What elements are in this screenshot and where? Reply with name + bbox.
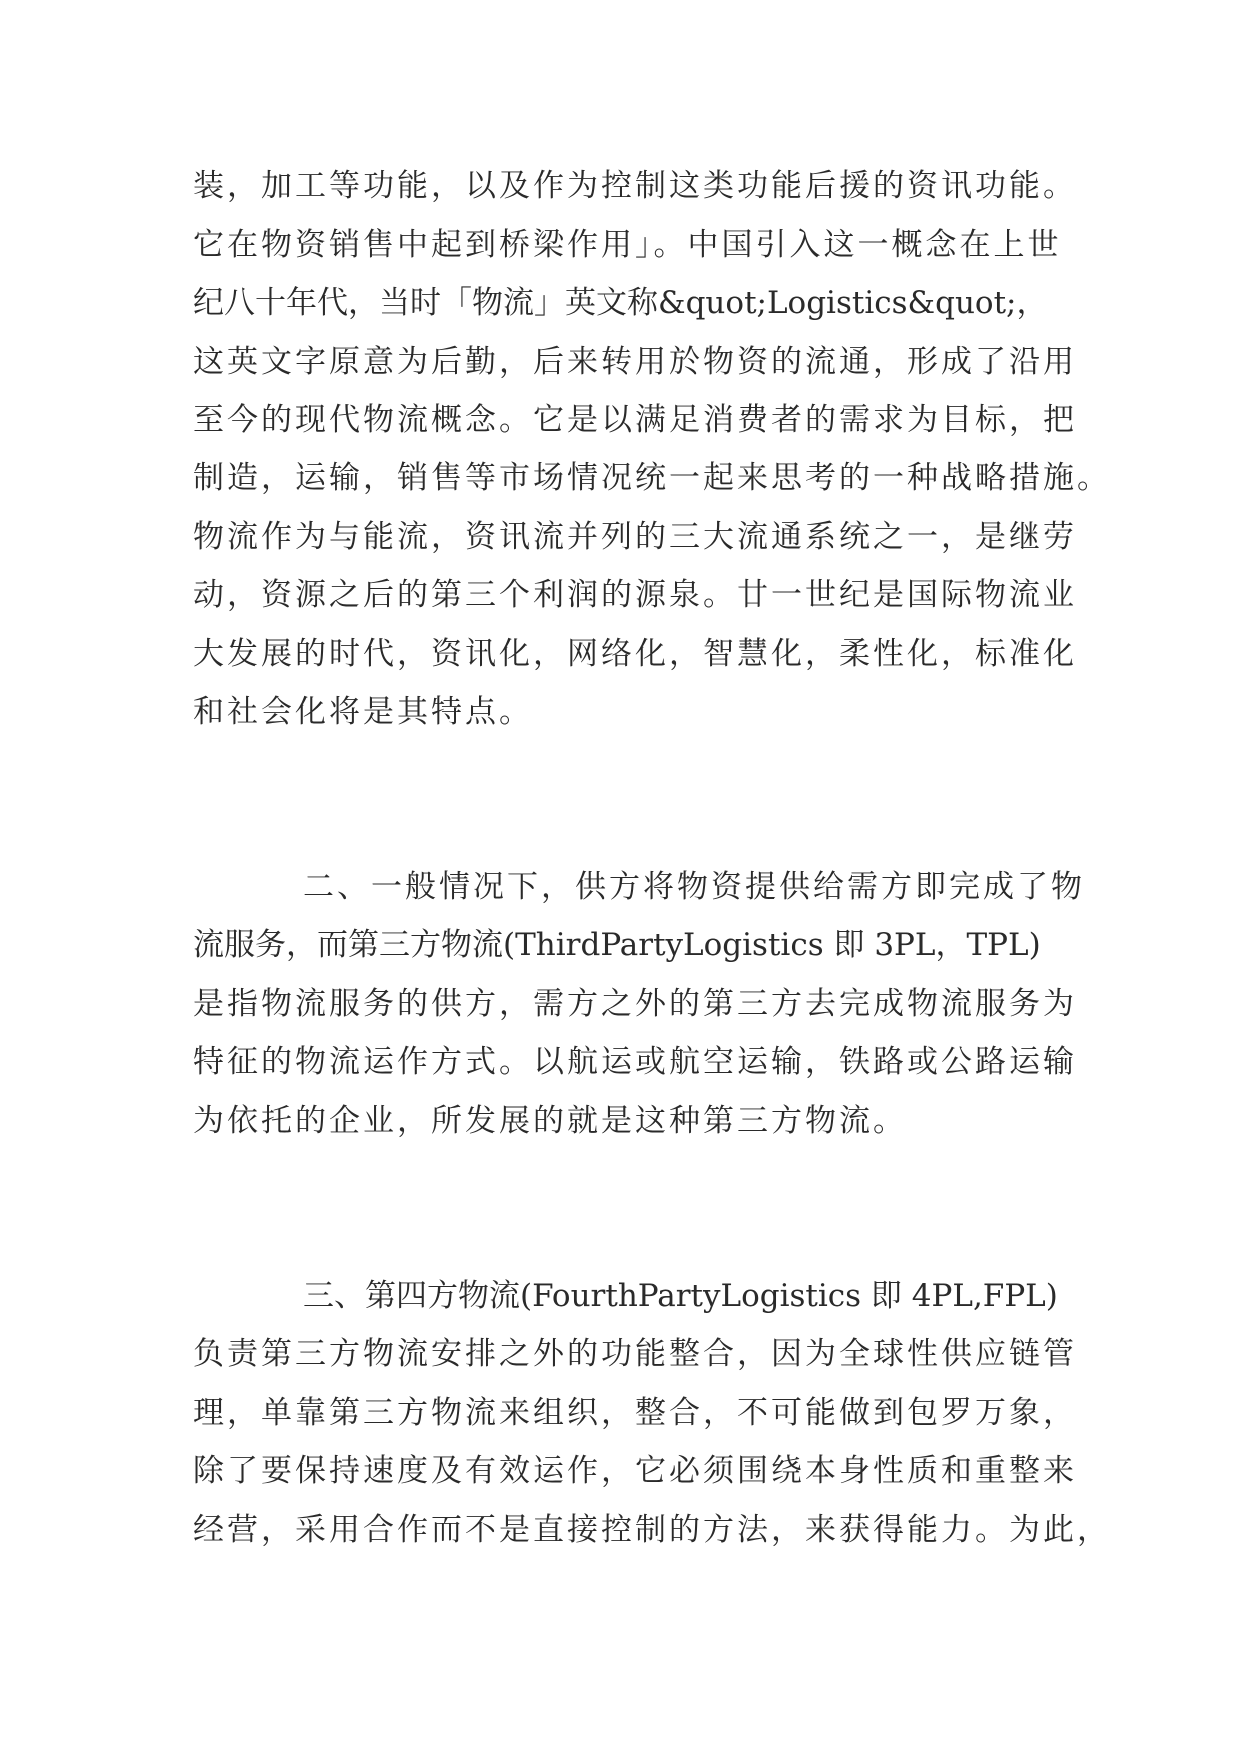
text-line: 制造，运输，销售等市场情况统一起来思考的一种战略措施。 bbox=[193, 460, 1111, 496]
text-line: 装，加工等功能，以及作为控制这类功能后援的资讯功能。 bbox=[193, 168, 1077, 204]
text-line: 纪八十年代，当时「物流」英文称&quot;Logistics&quot;， bbox=[193, 285, 1048, 321]
text-line: 为依托的企业，所发展的就是这种第三方物流。 bbox=[193, 1103, 907, 1139]
text-line: 它在物资销售中起到桥梁作用」。中国引入这一概念在上世 bbox=[193, 227, 1062, 263]
text-line: 除了要保持速度及有效运作，它必须围绕本身性质和重整来 bbox=[193, 1453, 1077, 1489]
text-line: 动，资源之后的第三个利润的源泉。廿一世纪是国际物流业 bbox=[193, 577, 1077, 613]
text-line: 至今的现代物流概念。它是以满足消费者的需求为目标，把 bbox=[193, 402, 1077, 438]
text-line: 负责第三方物流安排之外的功能整合，因为全球性供应链管 bbox=[193, 1336, 1077, 1372]
text-line: 物流作为与能流，资讯流并列的三大流通系统之一，是继劳 bbox=[193, 519, 1077, 555]
text-line: 流服务，而第三方物流(ThirdPartyLogistics 即 3PL，TPL) bbox=[193, 927, 1041, 963]
text-line: 经营，采用合作而不是直接控制的方法，来获得能力。为此， bbox=[193, 1512, 1111, 1548]
text-line: 特征的物流运作方式。以航运或航空运输，铁路或公路运输 bbox=[193, 1044, 1077, 1080]
text-line: 二、一般情况下，供方将物资提供给需方即完成了物 bbox=[303, 869, 1085, 905]
text-line: 是指物流服务的供方，需方之外的第三方去完成物流服务为 bbox=[193, 986, 1077, 1022]
text-line: 这英文字原意为后勤，后来转用於物资的流通，形成了沿用 bbox=[193, 344, 1077, 380]
text-line: 大发展的时代，资讯化，网络化，智慧化，柔性化，标准化 bbox=[193, 636, 1077, 672]
text-line: 和社会化将是其特点。 bbox=[193, 694, 533, 730]
text-line: 三、第四方物流(FourthPartyLogistics 即 4PL,FPL) bbox=[303, 1278, 1058, 1314]
text-line: 理，单靠第三方物流来组织，整合，不可能做到包罗万象， bbox=[193, 1395, 1077, 1431]
